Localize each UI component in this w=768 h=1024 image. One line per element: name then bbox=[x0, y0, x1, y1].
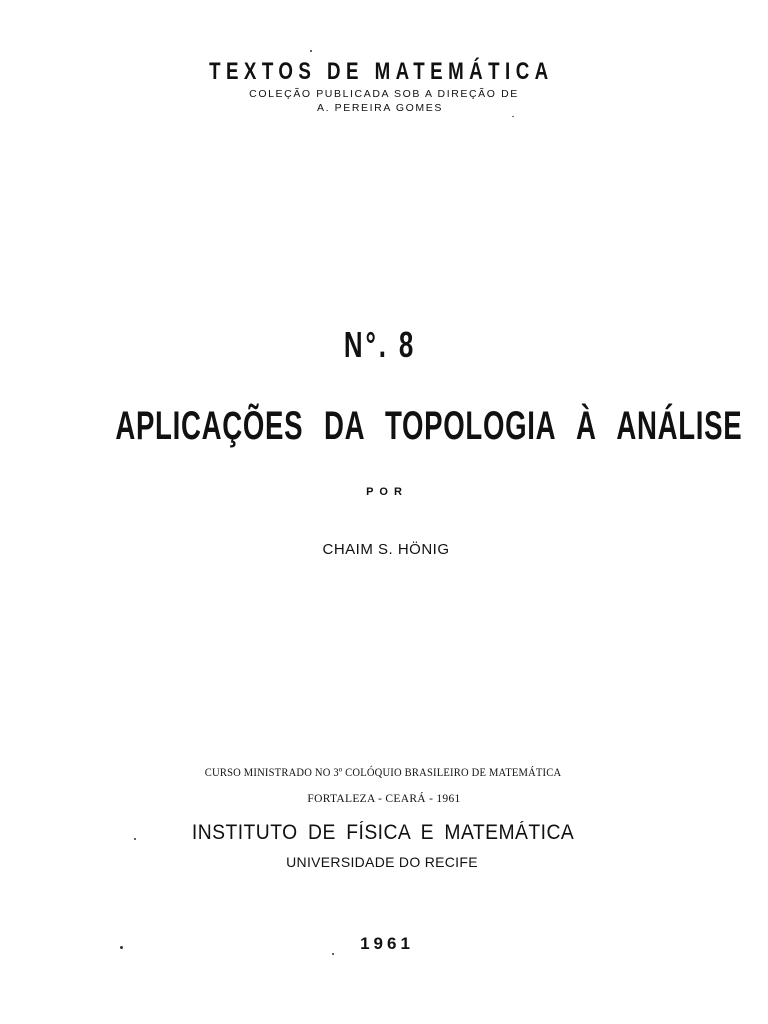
university-name: UNIVERSIDADE DO RECIFE bbox=[286, 854, 478, 870]
scan-speck bbox=[134, 838, 136, 840]
course-note: CURSO MINISTRADO NO 3º COLÓQUIO BRASILEIRO DE MATEMÁTICA bbox=[204, 767, 562, 779]
series-subtitle: COLEÇÃO PUBLICADA SOB A DIREÇÃO DE bbox=[249, 88, 519, 100]
by-label: POR bbox=[366, 486, 408, 498]
scan-speck bbox=[120, 946, 123, 949]
institute-name: INSTITUTO DE FÍSICA E MATEMÁTICA bbox=[191, 821, 575, 844]
scan-speck bbox=[332, 953, 334, 955]
volume-number: N°. 8 bbox=[343, 324, 417, 365]
author-name: CHAIM S. HÖNIG bbox=[322, 541, 450, 558]
course-place: FORTALEZA - CEARÁ - 1961 bbox=[307, 793, 461, 805]
series-editor: A. PEREIRA GOMES bbox=[317, 102, 443, 114]
scan-speck bbox=[512, 116, 514, 117]
book-title: APLICAÇÕES DA TOPOLOGIA À ANÁLISE bbox=[115, 404, 743, 448]
scan-speck bbox=[310, 50, 312, 52]
publication-year: 1961 bbox=[360, 934, 414, 953]
series-title: TEXTOS DE MATEMÁTICA bbox=[209, 58, 554, 85]
